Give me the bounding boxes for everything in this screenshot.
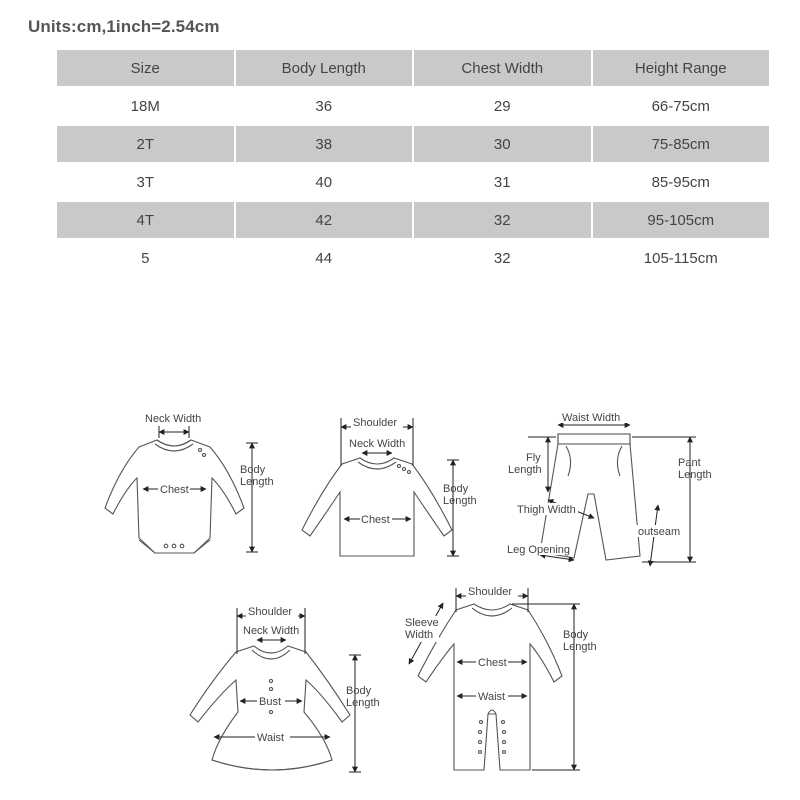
label-chest: Chest	[478, 657, 507, 669]
label-waist: Waist	[257, 732, 285, 744]
label-fly-length: Fly	[526, 452, 541, 464]
dress-outline	[190, 646, 350, 770]
label-bust: Bust	[259, 696, 282, 708]
label-body-length: Body	[346, 685, 372, 697]
label-thigh-width: Thigh Width	[517, 504, 576, 516]
label-fly-length: Length	[508, 464, 542, 476]
label-body-length: Body	[240, 464, 266, 476]
label-body-length: Body	[563, 629, 589, 641]
table-row	[57, 88, 769, 124]
cell-size: 4T	[57, 202, 234, 238]
cell-height-range: 66-75cm	[593, 88, 770, 124]
cell-size: 3T	[57, 164, 234, 200]
top-outline	[302, 458, 452, 556]
label-outseam: outseam	[638, 526, 681, 538]
table-row	[57, 240, 769, 276]
romper-outline	[418, 604, 562, 770]
cell-height-range: 75-85cm	[593, 126, 770, 162]
label-pant-length: Pant	[678, 457, 701, 469]
label-neck-width: Neck Width	[349, 438, 406, 450]
cell-chest-width: 32	[414, 240, 591, 276]
label-body-length: Length	[443, 495, 477, 507]
label-waist-width: Waist Width	[562, 412, 621, 424]
bodysuit-diagram	[105, 413, 274, 553]
header-body-length: Body Length	[236, 50, 413, 86]
cell-body-length: 36	[236, 88, 413, 124]
label-neck-width: Neck Width	[243, 625, 300, 637]
table-row	[57, 202, 769, 238]
cell-body-length: 38	[236, 126, 413, 162]
label-shoulder: Shoulder	[248, 606, 293, 618]
top-diagram	[302, 416, 477, 556]
header-size: Size	[57, 50, 234, 86]
cell-size: 18M	[57, 88, 234, 124]
label-waist: Waist	[478, 691, 506, 703]
label-body-length: Length	[346, 697, 380, 709]
label-leg-opening: Leg Opening	[507, 544, 570, 556]
cell-body-length: 44	[236, 240, 413, 276]
cell-chest-width: 31	[414, 164, 591, 200]
label-neck-width: Neck Width	[145, 413, 202, 425]
label-sleeve-width: Width	[405, 629, 434, 641]
measurement-diagrams	[0, 380, 800, 800]
label-shoulder: Shoulder	[353, 417, 398, 429]
label-body-length: Length	[240, 476, 274, 488]
table-row	[57, 126, 769, 162]
pants-outline	[540, 434, 640, 560]
label-pant-length: Length	[678, 469, 712, 481]
romper-diagram	[403, 585, 597, 770]
pants-diagram	[506, 411, 712, 566]
label-shoulder: Shoulder	[468, 586, 513, 598]
label-body-length: Body	[443, 483, 469, 495]
table-header-row	[57, 50, 769, 86]
cell-height-range: 105-115cm	[593, 240, 770, 276]
cell-body-length: 42	[236, 202, 413, 238]
label-sleeve-width: Sleeve	[405, 617, 439, 629]
cell-chest-width: 30	[414, 126, 591, 162]
dress-diagram	[190, 605, 380, 772]
header-chest-width: Chest Width	[414, 50, 591, 86]
cell-size: 5	[57, 240, 234, 276]
label-body-length: Length	[563, 641, 597, 653]
cell-height-range: 85-95cm	[593, 164, 770, 200]
table-row	[57, 164, 769, 200]
units-note: Units:cm,1inch=2.54cm	[28, 17, 220, 36]
cell-chest-width: 32	[414, 202, 591, 238]
label-chest: Chest	[361, 514, 390, 526]
label-chest: Chest	[160, 484, 189, 496]
cell-height-range: 95-105cm	[593, 202, 770, 238]
bodysuit-outline	[105, 440, 244, 553]
cell-size: 2T	[57, 126, 234, 162]
cell-chest-width: 29	[414, 88, 591, 124]
size-chart-table	[55, 48, 771, 278]
header-height-range: Height Range	[593, 50, 770, 86]
cell-body-length: 40	[236, 164, 413, 200]
